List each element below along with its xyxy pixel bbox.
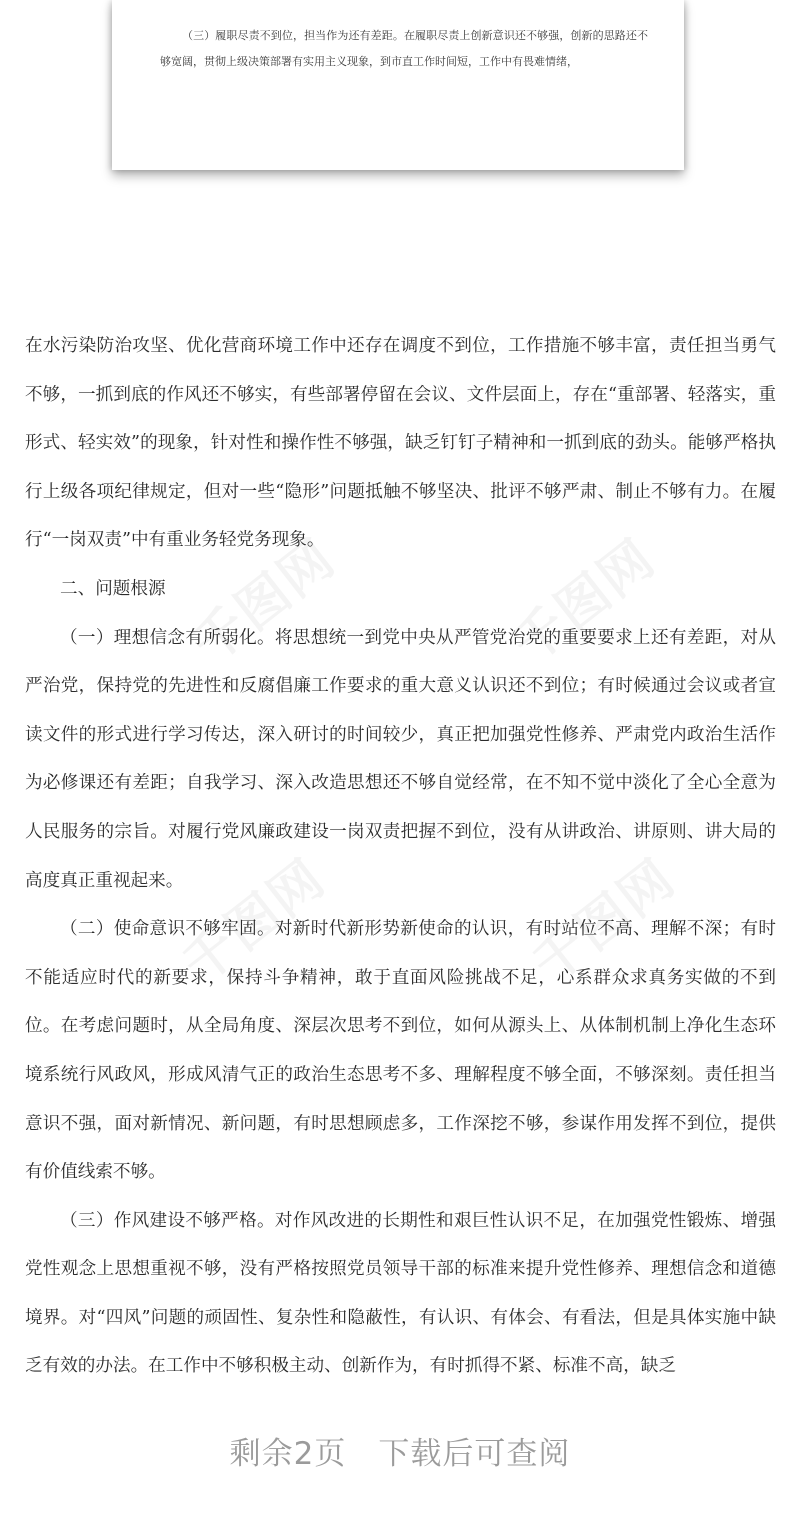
remaining-pages-label: 剩余2页: [229, 1436, 347, 1472]
paragraph-work-style: （三）作风建设不够严格。对作风改进的长期性和艰巨性认识不足，在加强党性锻炼、增强党性观念上思想重视不够，没有严格按照党员领导干部的标准来提升党性修养、理想信念和道德境界。对“四风”问题的顽固性、复杂性和隐蔽性，有认识、有体会、有看法，但是具体实施中缺乏有效的办法。在工作中不够积极主动、创新作为，有时抓得不紧、标准不高，缺乏: [25, 1210, 776, 1377]
download-prompt[interactable]: [0, 1428, 800, 1472]
section-heading: 二、问题根源: [60, 578, 166, 599]
download-to-view-label: 下载后可查阅: [378, 1436, 571, 1472]
preview-paragraph: （三）履职尽责不到位，担当作为还有差距。在履职尽责上创新意识还不够强，创新的思路还不够宽阔，贯彻上级决策部署有实用主义现象，到市直工作时间短，工作中有畏难情绪，: [160, 29, 648, 68]
paragraph-ideals: （一）理想信念有所弱化。将思想统一到党中央从严管党治党的重要要求上还有差距，对从严治党，保持党的先进性和反腐倡廉工作要求的重大意义认识还不到位；有时候通过会议或者宣读文件的形式进行学习传达，深入研讨的时间较少，真正把加强党性修养、严肃党内政治生活作为必修课还有差距；自我学习、深入改造思想还不够自觉经常，在不知不觉中淡化了全心全意为人民服务的宗旨。对履行党风廉政建设一岗双责把握不到位，没有从讲政治、讲原则、讲大局的高度真正重视起来。: [25, 627, 776, 891]
paragraph-continued: 在水污染防治攻坚、优化营商环境工作中还存在调度不到位，工作措施不够丰富，责任担当勇气不够，一抓到底的作风还不够实，有些部署停留在会议、文件层面上，存在“重部署、轻落实，重形式、轻实效”的现象，针对性和操作性不够强，缺乏钉钉子精神和一抓到底的劲头。能够严格执行上级各项纪律规定，但对一些“隐形”问题抵触不够坚决、批评不够严肃、制止不够有力。在履行“一岗双责”中有重业务轻党务现象。: [25, 336, 776, 551]
document-body: [25, 322, 776, 1391]
paragraph-mission: （二）使命意识不够牢固。对新时代新形势新使命的认识，有时站位不高、理解不深；有时不能适应时代的新要求，保持斗争精神，敢于直面风险挑战不足，心系群众求真务实做的不到位。在考虑问题时，从全局角度、深层次思考不到位，如何从源头上、从体制机制上净化生态环境系统行风政风，形成风清气正的政治生态思考不多、理解程度不够全面，不够深刻。责任担当意识不强，面对新情况、新问题，有时思想顾虑多，工作深挖不够，参谋作用发挥不到位，提供有价值线索不够。: [25, 919, 776, 1183]
preview-page-card: [112, 0, 684, 170]
